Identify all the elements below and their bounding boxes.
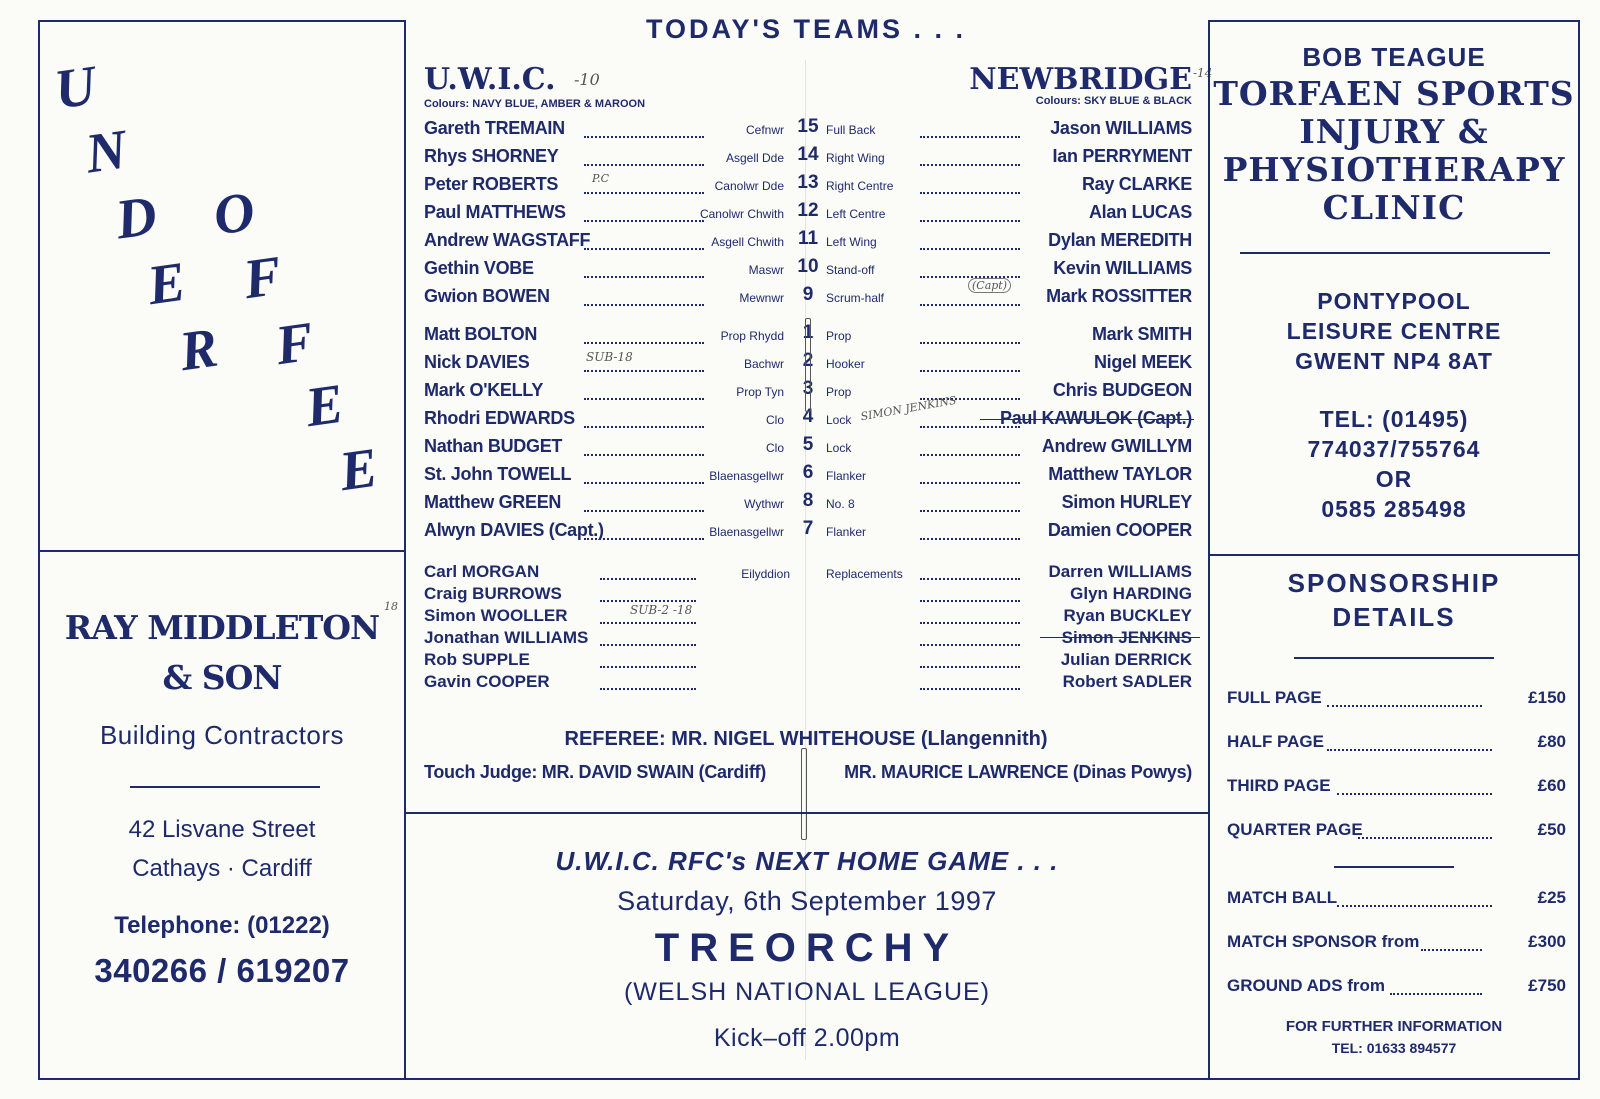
rate-price: £25: [1537, 888, 1566, 907]
away-player: Nigel MEEK: [1093, 352, 1192, 372]
dot-leader: [1358, 837, 1492, 839]
away-player: Matthew TAYLOR: [1048, 464, 1192, 484]
sponsorship-divider: [1334, 866, 1454, 868]
rate-label: QUARTER PAGE: [1227, 820, 1363, 839]
uo-letter: E: [301, 372, 348, 440]
welsh-position: Asgell Chwith: [711, 235, 784, 249]
lineup-row: [424, 492, 1192, 518]
home-player: Alwyn DAVIES (Capt.): [424, 520, 604, 540]
dot-leader: [920, 622, 1020, 624]
home-player: Gethin VOBE: [424, 258, 534, 278]
position-name: Prop: [826, 385, 852, 399]
lineup-row: [424, 286, 1192, 312]
shirt-number: 13: [797, 172, 819, 193]
lineup-row: [424, 146, 1192, 172]
dot-leader: [1337, 793, 1492, 795]
dot-leader: [1327, 749, 1493, 751]
contractor-divider: [130, 786, 320, 788]
dot-leader: [1337, 905, 1492, 907]
away-replacement: Robert SADLER: [1062, 672, 1192, 691]
welsh-position: Maswr: [748, 263, 784, 277]
position-name: Scrum-half: [826, 291, 885, 305]
welsh-position: Clo: [765, 413, 784, 427]
next-game-date: Saturday, 6th September 1997: [617, 886, 997, 916]
home-team-colours: Colours: NAVY BLUE, AMBER & MAROON: [424, 98, 646, 110]
rate-price: £50: [1537, 820, 1566, 839]
staple-mark: [805, 318, 811, 412]
home-player: Mark O'KELLY: [424, 380, 544, 400]
dot-leader: [600, 644, 696, 646]
dot-leader: [584, 370, 704, 372]
dot-leader: [920, 578, 1020, 580]
shirt-number: 14: [797, 144, 819, 165]
lineup-row: [424, 464, 1192, 490]
away-replacement: Simon JENKINS: [1061, 628, 1192, 647]
dot-leader: [920, 192, 1020, 194]
rate-price: £150: [1528, 688, 1566, 707]
dot-leader: [584, 220, 704, 222]
home-replacement: Jonathan WILLIAMS: [424, 628, 589, 647]
contractor-type: Building Contractors: [99, 720, 345, 750]
contractor-address-1: 42 Lisvane Street: [128, 816, 316, 843]
away-player: Andrew GWILLYM: [1041, 436, 1192, 456]
away-player: Damien COOPER: [1047, 520, 1192, 540]
dot-leader: [1390, 993, 1483, 995]
away-player: Kevin WILLIAMS: [1053, 258, 1192, 278]
dot-leader: [600, 600, 696, 602]
position-name: Flanker: [826, 469, 867, 483]
strike-jenkins: [1040, 637, 1200, 638]
welsh-position: Prop Tyn: [736, 385, 784, 399]
dot-leader: [920, 666, 1020, 668]
contractor-phone-numbers: 340266 / 619207: [94, 952, 350, 989]
dot-leader: [584, 454, 704, 456]
home-player: Rhys SHORNEY: [424, 146, 559, 166]
uo-letter: O: [209, 180, 259, 248]
replacements-welsh: Eilyddion: [741, 567, 790, 581]
physio-address-2: LEISURE CENTRE: [1286, 318, 1502, 344]
shirt-number: 3: [802, 378, 814, 399]
page-title: TODAY'S TEAMS . . .: [646, 14, 966, 44]
physio-address-3: GWENT NP4 8AT: [1295, 348, 1493, 374]
position-name: Flanker: [826, 525, 867, 539]
dot-leader: [584, 398, 704, 400]
dot-leader: [920, 164, 1020, 166]
dot-leader: [584, 304, 704, 306]
handwritten-capt: (Capt): [968, 278, 1011, 293]
position-name: Left Wing: [826, 235, 877, 249]
rate-label: GROUND ADS from: [1227, 976, 1386, 995]
physio-line-4: PHYSIOTHERAPY: [1222, 150, 1566, 189]
welsh-position: Canolwr Chwith: [699, 207, 784, 221]
handwritten-simon-jenkins: SIMON JENKINS: [859, 393, 958, 424]
lineup-row: [424, 230, 1192, 256]
dot-leader: [920, 248, 1020, 250]
rate-price: £300: [1528, 932, 1566, 951]
away-team-name: NEWBRIDGE: [969, 62, 1192, 97]
away-player: Ray CLARKE: [1081, 174, 1192, 194]
home-player: Matthew GREEN: [424, 492, 562, 512]
welsh-position: Canolwr Dde: [714, 179, 784, 193]
home-player: Paul MATTHEWS: [424, 202, 566, 222]
home-replacement: Rob SUPPLE: [424, 650, 530, 669]
away-replacement: Ryan BUCKLEY: [1063, 606, 1192, 625]
position-name: Left Centre: [826, 207, 886, 221]
contractor-name-line1: RAY MIDDLETON: [64, 608, 380, 647]
position-name: Right Centre: [826, 179, 894, 193]
home-replacement: Carl MORGAN: [424, 562, 540, 581]
physio-line-5: CLINIC: [1322, 188, 1466, 227]
sponsorship-info-2: TEL: 01633 894577: [1331, 1040, 1457, 1056]
home-player: Gwion BOWEN: [424, 286, 550, 306]
lineup-row: [424, 436, 1192, 462]
shirt-number: 5: [802, 434, 814, 455]
sponsorship-info-1: FOR FURTHER INFORMATION: [1285, 1018, 1503, 1035]
uo-letter: R: [175, 316, 222, 384]
shirt-number: 8: [802, 490, 814, 511]
next-game-heading: U.W.I.C. RFC's NEXT HOME GAME . . .: [555, 846, 1059, 876]
next-game-competition: (WELSH NATIONAL LEAGUE): [623, 978, 991, 1006]
sponsorship-divider: [1294, 657, 1494, 659]
shirt-number: 4: [802, 406, 814, 427]
away-player: Ian PERRYMENT: [1052, 146, 1192, 166]
physio-name: BOB TEAGUE: [1302, 42, 1486, 72]
dot-leader: [1327, 705, 1483, 707]
handwritten-18: 18: [384, 600, 398, 613]
home-player: Nathan BUDGET: [424, 436, 563, 456]
shirt-number: 6: [802, 462, 814, 483]
dot-leader: [920, 482, 1020, 484]
welsh-position: Clo: [765, 441, 784, 455]
position-name: Lock: [826, 413, 852, 427]
sponsorship-title-2: DETAILS: [1332, 602, 1456, 632]
next-game-kickoff: Kick–off 2.00pm: [713, 1024, 901, 1052]
next-game-opponent: TREORCHY: [654, 926, 960, 970]
shirt-number: 7: [802, 518, 814, 539]
dot-leader: [920, 342, 1020, 344]
shirt-number: 9: [802, 284, 814, 305]
rate-price: £60: [1537, 776, 1566, 795]
contractor-name-line2: & SON: [162, 658, 282, 697]
lineup-row: [424, 258, 1192, 284]
dot-leader: [584, 276, 704, 278]
home-player: Nick DAVIES: [424, 352, 530, 372]
rate-price: £750: [1528, 976, 1566, 995]
rate-price: £80: [1537, 732, 1566, 751]
away-player: Chris BUDGEON: [1052, 380, 1192, 400]
welsh-position: Blaenasgellwr: [709, 525, 784, 539]
physio-line-3: INJURY &: [1299, 112, 1489, 151]
dot-leader: [920, 600, 1020, 602]
dot-leader: [584, 192, 704, 194]
physio-tel-1: TEL: (01495): [1319, 406, 1469, 432]
dot-leader: [584, 136, 704, 138]
rate-label: MATCH BALL: [1227, 888, 1338, 907]
dot-leader: [600, 622, 696, 624]
physio-address-1: PONTYPOOL: [1317, 288, 1471, 314]
rate-label: THIRD PAGE: [1227, 776, 1331, 795]
dot-leader: [920, 304, 1020, 306]
away-player: Mark ROSSITTER: [1046, 286, 1192, 306]
position-name: No. 8: [826, 497, 855, 511]
welsh-position: Blaenasgellwr: [709, 469, 784, 483]
welsh-position: Cefnwr: [745, 123, 784, 137]
shirt-number: 1: [802, 322, 814, 343]
shirt-number: 15: [797, 116, 819, 137]
welsh-position: Mewnwr: [739, 291, 784, 305]
position-name: Right Wing: [826, 151, 885, 165]
rate-label: MATCH SPONSOR from: [1227, 932, 1420, 951]
welsh-position: Bachwr: [743, 357, 784, 371]
dot-leader: [584, 538, 704, 540]
dot-leader: [920, 644, 1020, 646]
away-player: Jason WILLIAMS: [1050, 118, 1192, 138]
away-team-colours: Colours: SKY BLUE & BLACK: [1035, 95, 1192, 107]
dot-leader: [920, 370, 1020, 372]
away-player: Simon HURLEY: [1061, 492, 1192, 512]
position-name: Lock: [826, 441, 852, 455]
position-name: Hooker: [826, 357, 865, 371]
away-replacement: Darren WILLIAMS: [1048, 562, 1192, 581]
dot-leader: [584, 248, 704, 250]
sponsorship-title-1: SPONSORSHIP: [1287, 568, 1501, 598]
shirt-number: 2: [802, 350, 814, 371]
dot-leader: [584, 510, 704, 512]
dot-leader: [584, 164, 704, 166]
physio-tel-4: 0585 285498: [1321, 496, 1467, 522]
away-player: Alan LUCAS: [1088, 202, 1192, 222]
home-player: Peter ROBERTS: [424, 174, 559, 194]
welsh-position: Prop Rhydd: [720, 329, 784, 343]
lineup-row: [424, 174, 1192, 200]
dot-leader: [1421, 949, 1482, 951]
uo-letter: F: [239, 244, 286, 312]
handwritten-sub-wooller: SUB-2 -18: [630, 603, 693, 617]
shirt-number: 11: [797, 228, 819, 249]
dot-leader: [920, 538, 1020, 540]
strike-kawulok: [980, 419, 1194, 420]
physio-tel-3: OR: [1375, 466, 1413, 492]
home-player: St. John TOWELL: [424, 464, 572, 484]
home-team-name: U.W.I.C.: [424, 62, 556, 97]
dot-leader: [920, 510, 1020, 512]
position-name: Stand-off: [826, 263, 875, 277]
replacements-label: Replacements: [826, 567, 903, 581]
lineup-row: [424, 202, 1192, 228]
dot-leader: [584, 426, 704, 428]
dot-leader: [584, 342, 704, 344]
lineup-row: [424, 118, 1192, 144]
contractor-phone-label: Telephone: (01222): [114, 912, 330, 939]
handwritten-pc: P.C: [592, 172, 610, 185]
shirt-number: 12: [797, 200, 819, 221]
dot-leader: [920, 688, 1020, 690]
uo-letter: D: [111, 184, 161, 252]
home-score-annotation: -10: [574, 70, 600, 89]
home-replacement: Craig BURROWS: [424, 584, 562, 603]
home-player: Rhodri EDWARDS: [424, 408, 575, 428]
rate-label: HALF PAGE: [1227, 732, 1324, 751]
welsh-position: Wythwr: [744, 497, 784, 511]
dot-leader: [600, 666, 696, 668]
contractor-address-2: Cathays · Cardiff: [132, 855, 312, 882]
away-player: Paul KAWULOK (Capt.): [1000, 408, 1192, 428]
physio-line-2: TORFAEN SPORTS: [1213, 74, 1575, 113]
away-replacement: Julian DERRICK: [1060, 650, 1192, 669]
dot-leader: [920, 136, 1020, 138]
away-player: Mark SMITH: [1091, 324, 1192, 344]
welsh-position: Asgell Dde: [725, 151, 784, 165]
home-replacement: Simon WOOLLER: [424, 606, 568, 625]
home-replacement: Gavin COOPER: [424, 672, 550, 691]
away-player: Dylan MEREDITH: [1048, 230, 1192, 250]
dot-leader: [600, 578, 696, 580]
home-player: Matt BOLTON: [424, 324, 538, 344]
position-name: Full Back: [826, 123, 876, 137]
uo-letter: F: [271, 310, 318, 378]
referee: REFEREE: MR. NIGEL WHITEHOUSE (Llangennith): [564, 728, 1048, 750]
dot-leader: [920, 454, 1020, 456]
home-player: Gareth TREMAIN: [424, 118, 565, 138]
physio-tel-2: 774037/755764: [1307, 436, 1481, 462]
uo-letter: N: [81, 118, 131, 186]
shirt-number: 10: [797, 256, 819, 277]
dot-leader: [920, 220, 1020, 222]
lineup-row: [424, 520, 1192, 546]
dot-leader: [600, 688, 696, 690]
handwritten-sub-18: SUB-18: [586, 350, 633, 364]
touch-judge-1: Touch Judge: MR. DAVID SWAIN (Cardiff): [424, 762, 766, 782]
dot-leader: [584, 482, 704, 484]
rate-label: FULL PAGE: [1227, 688, 1322, 707]
uo-letter: E: [143, 250, 190, 318]
uo-letter: E: [335, 436, 382, 504]
touch-judge-2: MR. MAURICE LAWRENCE (Dinas Powys): [844, 762, 1192, 782]
position-name: Prop: [826, 329, 852, 343]
physio-divider: [1240, 252, 1550, 254]
home-player: Andrew WAGSTAFF: [424, 230, 591, 250]
uo-letter: U: [50, 54, 100, 122]
away-score-annotation: -14: [1193, 66, 1213, 80]
away-replacement: Glyn HARDING: [1070, 584, 1192, 603]
